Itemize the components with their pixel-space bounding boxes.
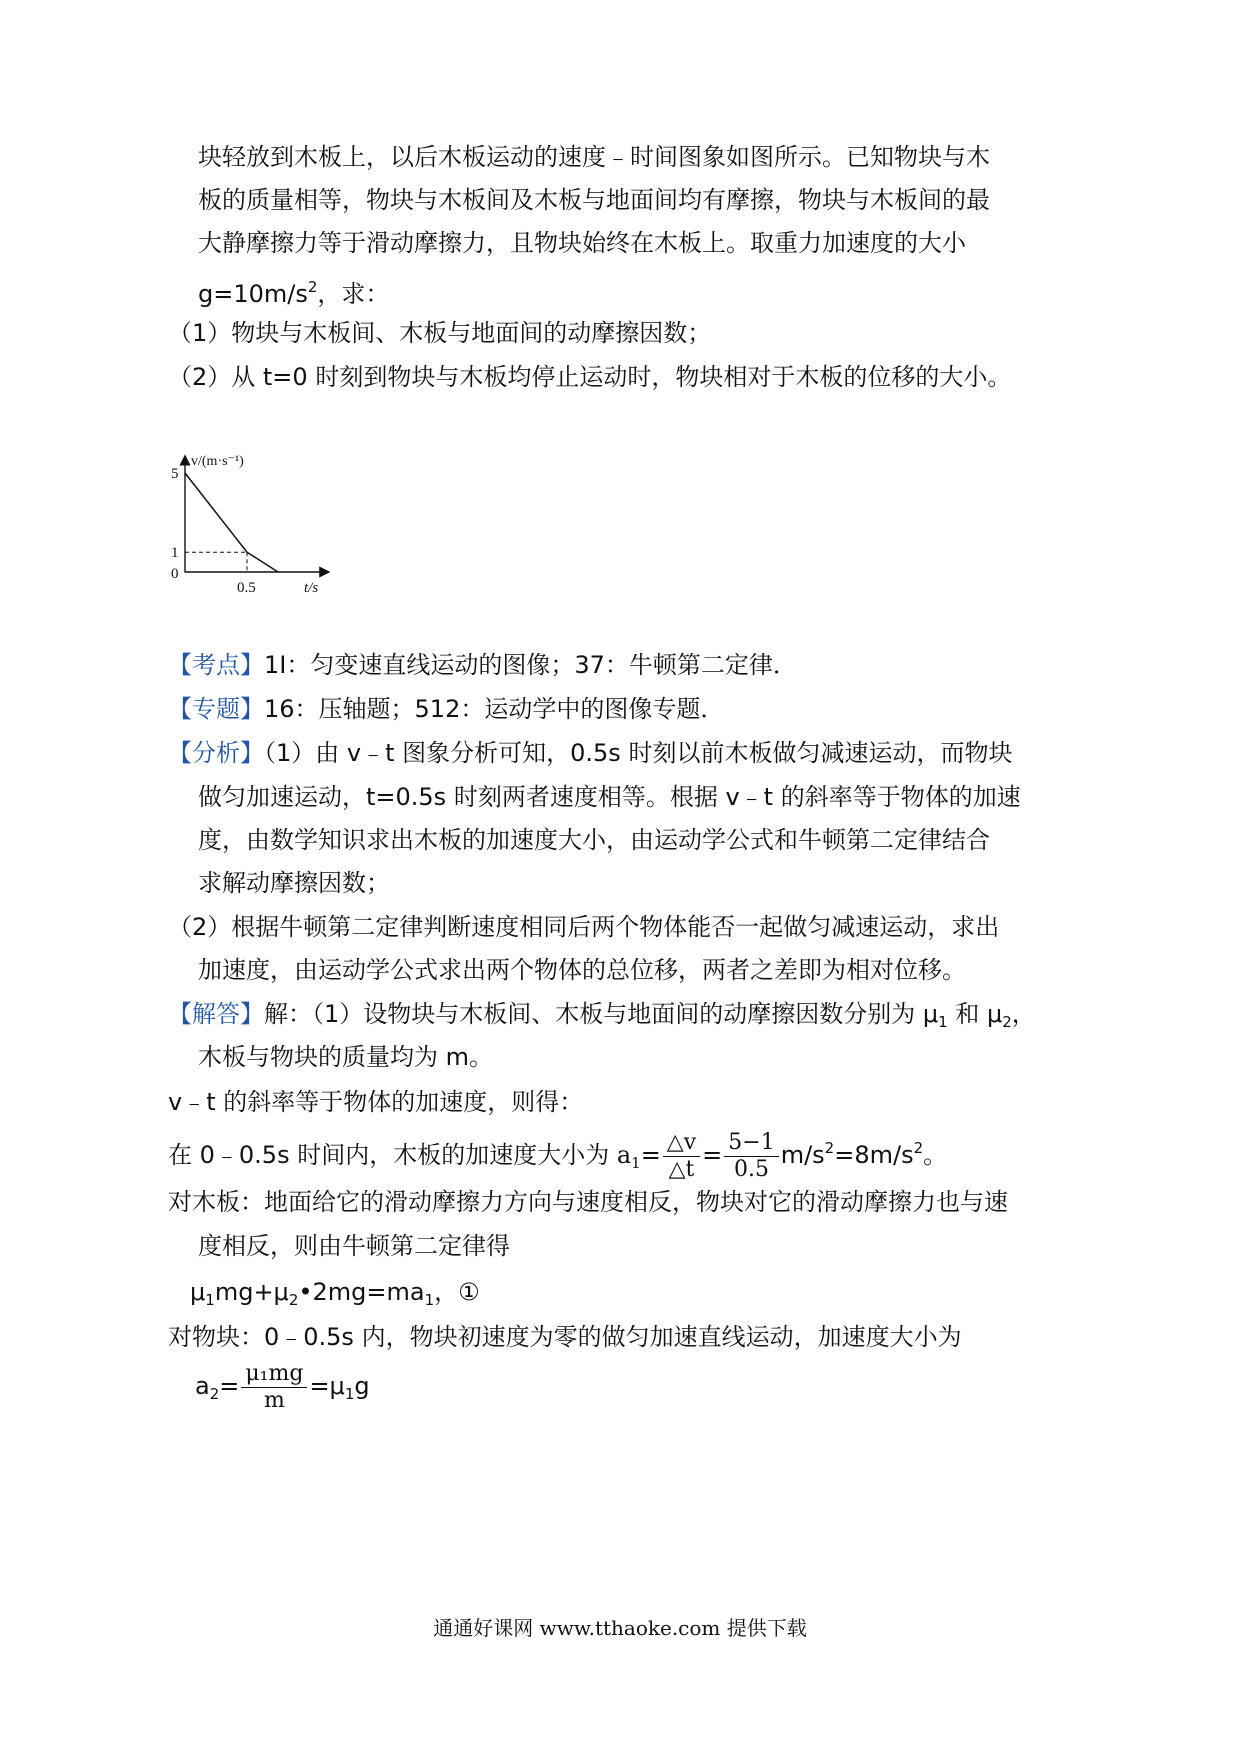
subscript: 1: [344, 1385, 355, 1403]
fenxi-line-2: 做匀加速运动，t=0.5s 时刻两者速度相等。根据 v﹣t 的斜率等于物体的加速: [198, 783, 1021, 811]
fenxi-line-4: 求解动摩擦因数；: [198, 869, 390, 897]
board-line-1: 对木板：地面给它的滑动摩擦力方向与速度相反，物块对它的滑动摩擦力也与速: [168, 1188, 1008, 1216]
text: ，①: [434, 1278, 480, 1306]
g-value: g=10m/s: [198, 280, 308, 308]
kaodian-line: [168, 648, 797, 682]
fenxi-tag: 【分析】: [168, 739, 264, 767]
text: g: [354, 1372, 370, 1400]
text: μ: [190, 1278, 206, 1306]
text: =μ: [309, 1372, 345, 1400]
jieda-line-2: 木板与物块的质量均为 m。: [198, 1043, 494, 1071]
text: ，: [1011, 1000, 1036, 1028]
subscript: 2: [288, 1291, 299, 1309]
equals: =: [219, 1372, 240, 1400]
problem-line-1: 块轻放到木板上，以后木板运动的速度﹣时间图象如图所示。已知物块与木: [198, 143, 990, 171]
y-tick-label: 5: [171, 466, 179, 482]
subscript: 2: [1002, 1013, 1012, 1031]
text: 和 μ: [947, 1000, 1003, 1028]
jieda-tag: 【解答】: [168, 1000, 264, 1028]
page-footer: 通通好课网 www.tthaoke.com 提供下载: [433, 1616, 807, 1640]
symbol: a: [616, 1141, 632, 1169]
text: 在 0﹣0.5s 时间内，木板的加速度大小为: [168, 1141, 617, 1169]
equation-2: [195, 1355, 370, 1425]
numerator: 5−1: [724, 1130, 778, 1157]
kaodian-text: 1I：匀变速直线运动的图像；37：牛顿第二定律．: [264, 651, 797, 679]
question-1: （1）物块与木板间、木板与地面间的动摩擦因数；: [168, 319, 712, 347]
superscript: 2: [307, 278, 318, 296]
numerator: △v: [663, 1130, 700, 1157]
equals: =: [640, 1141, 661, 1169]
fenxi-text: （1）由 v﹣t 图象分析可知，0.5s 时刻以前木板做匀减速运动，而物块: [264, 739, 1013, 767]
text: ，求：: [317, 280, 390, 308]
zhuanti-line: [168, 692, 724, 726]
subscript: 1: [631, 1154, 641, 1172]
question-2: （2）从 t=0 时刻到物块与木板均停止运动时，物块相对于木板的位移的大小。: [168, 363, 1012, 391]
denominator: m: [263, 1387, 285, 1413]
block-line: 对物块：0﹣0.5s 内，物块初速度为零的做匀加速直线运动，加速度大小为: [168, 1323, 962, 1351]
origin-label: 0: [171, 566, 179, 582]
y-tick-label: 1: [171, 545, 179, 562]
text: =8m/s: [834, 1141, 914, 1169]
velocity-series-line: [185, 473, 278, 572]
y-axis-label: v/(m·s⁻¹): [191, 454, 244, 470]
text: mg+μ: [214, 1278, 289, 1306]
denominator: △t: [668, 1156, 695, 1182]
problem-line-2: 板的质量相等，物块与木板间及木板与地面间均有摩擦，物块与木板间的最: [198, 186, 990, 214]
unit: m/s: [780, 1141, 825, 1169]
fraction-values: [724, 1130, 778, 1183]
fenxi-line-5: （2）根据牛顿第二定律判断速度相同后两个物体能否一起做匀减速运动，求出: [168, 913, 1000, 941]
subscript: 1: [205, 1291, 215, 1309]
x-axis-label: t/s: [304, 580, 319, 596]
subscript: 2: [209, 1385, 220, 1403]
symbol: a: [195, 1372, 210, 1400]
slope-line: v﹣t 的斜率等于物体的加速度，则得：: [168, 1088, 584, 1116]
text: 。: [923, 1141, 948, 1169]
text: 解：（1）设物块与木板间、木板与地面间的动摩擦因数分别为 μ: [264, 1000, 939, 1028]
velocity-time-graph: [171, 454, 375, 670]
fenxi-line-6: 加速度，由运动学公式求出两个物体的总位移，两者之差即为相对位移。: [198, 956, 966, 984]
zhuanti-text: 16：压轴题；512：运动学中的图像专题．: [264, 695, 725, 723]
numerator: μ₁mg: [241, 1361, 307, 1388]
zhuanti-tag: 【专题】: [168, 695, 264, 723]
subscript: 1: [938, 1013, 948, 1031]
fraction-friction: [241, 1361, 307, 1414]
equation-1: [190, 1275, 480, 1317]
superscript: 2: [913, 1139, 924, 1157]
problem-line-3: 大静摩擦力等于滑动摩擦力，且物块始终在木板上。取重力加速度的大小: [198, 229, 966, 257]
subscript: 1: [424, 1291, 435, 1309]
fraction-dv-dt: [663, 1130, 700, 1183]
superscript: 2: [824, 1139, 835, 1157]
denominator: 0.5: [733, 1156, 769, 1182]
jieda-line-1: [168, 997, 1036, 1039]
fenxi-line-3: 度，由数学知识求出木板的加速度大小，由运动学公式和牛顿第二定律结合: [198, 826, 990, 854]
x-tick-label: 0.5: [237, 580, 256, 596]
fenxi-line-1: [168, 736, 1012, 770]
acceleration-line: [168, 1118, 947, 1193]
board-line-2: 度相反，则由牛顿第二定律得: [198, 1232, 510, 1260]
problem-line-4: [198, 270, 389, 311]
equals: =: [702, 1141, 723, 1169]
kaodian-tag: 【考点】: [168, 651, 264, 679]
text: •2mg=ma: [298, 1278, 425, 1306]
